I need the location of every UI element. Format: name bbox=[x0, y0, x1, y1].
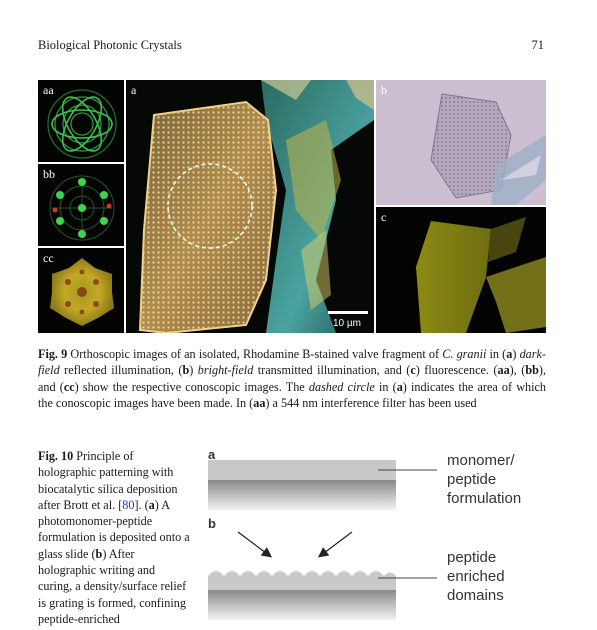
caption-text: ) A photomonomer-peptide formulation is deposited onto a glass slide ( bbox=[38, 497, 190, 561]
fluorescence-image-c bbox=[376, 207, 546, 333]
panel-label-a: a bbox=[131, 83, 137, 97]
caption-text: transmitted illumination, and ( bbox=[253, 363, 411, 378]
caption-ref-a: a bbox=[506, 347, 513, 361]
caption-text: ) bbox=[512, 347, 520, 361]
caption-text: ) indicates the area of which the conoscopic images have been made. In ( bbox=[38, 379, 547, 410]
label-line: domains bbox=[447, 587, 504, 604]
caption-brightfield: bright-field bbox=[197, 363, 254, 378]
panel-label-bb: bb bbox=[43, 167, 55, 181]
citation-link[interactable]: 80 bbox=[122, 497, 135, 512]
caption-ref-b: b bbox=[182, 363, 190, 378]
figure9-panel-bb bbox=[38, 164, 124, 246]
glass-slide-a bbox=[208, 480, 396, 510]
panel-label-aa: aa bbox=[43, 83, 54, 97]
label-peptide-domains bbox=[447, 548, 587, 605]
caption-ref-aa: aa bbox=[497, 363, 510, 378]
figure10-caption bbox=[38, 448, 190, 627]
caption-ref-a: a bbox=[148, 497, 155, 512]
relief-grating bbox=[208, 571, 396, 590]
figure9-caption bbox=[38, 346, 546, 411]
caption-text: in ( bbox=[486, 347, 507, 361]
label-monomer-formulation bbox=[447, 451, 587, 508]
caption-text: ) After holographic writing and curing, a density/surface relief is grating is formed, confining peptide-enriched bbox=[38, 546, 187, 626]
figure9-panel-a bbox=[126, 80, 374, 333]
schematic-label-a: a bbox=[208, 447, 216, 462]
caption-species: C. granii bbox=[442, 347, 487, 361]
glass-slide-b bbox=[208, 590, 396, 620]
caption-ref-aa: aa bbox=[253, 395, 266, 410]
label-line: peptide bbox=[447, 549, 497, 566]
figure9-panel-aa bbox=[38, 80, 124, 162]
panel-label-cc: cc bbox=[43, 251, 54, 265]
label-line: monomer/ bbox=[447, 452, 515, 469]
light-arrow-left bbox=[238, 532, 270, 556]
figure9-panel-c bbox=[376, 207, 546, 333]
caption-ref-a: a bbox=[396, 379, 403, 394]
fig10-label: Fig. 10 bbox=[38, 449, 74, 463]
caption-ref-b: b bbox=[95, 546, 103, 561]
caption-darkfield: dark-field bbox=[38, 347, 546, 378]
formulation-layer bbox=[208, 460, 396, 480]
panel-label-b: b bbox=[381, 83, 387, 97]
scale-bar-label: 10 µm bbox=[333, 318, 361, 329]
caption-text: reflected illumination, ( bbox=[59, 363, 183, 378]
caption-text: ), ( bbox=[509, 363, 526, 378]
darkfield-image-a bbox=[126, 80, 374, 333]
figure9-panel-b bbox=[376, 80, 546, 205]
fig9-label: Fig. 9 bbox=[38, 347, 68, 361]
caption-text: ) a 544 nm interference filter has been used bbox=[265, 395, 477, 410]
caption-ref-cc: cc bbox=[63, 379, 75, 394]
page-number: 71 bbox=[531, 38, 544, 52]
label-line: peptide bbox=[447, 471, 497, 488]
caption-text: in ( bbox=[374, 379, 397, 394]
caption-ref-bb: bb bbox=[525, 363, 539, 378]
label-line: formulation bbox=[447, 490, 522, 507]
caption-text: ) show the respective conoscopic images. The bbox=[74, 379, 309, 394]
caption-text: ) bbox=[189, 363, 198, 378]
caption-dashed-circle: dashed circle bbox=[308, 379, 375, 394]
panel-label-c: c bbox=[381, 210, 387, 224]
label-line: enriched bbox=[447, 568, 505, 585]
caption-text: ]. ( bbox=[134, 497, 149, 512]
caption-text: ) fluorescence. ( bbox=[415, 363, 498, 378]
caption-text: Orthoscopic images of an isolated, Rhodamine B-stained valve fragment of bbox=[67, 347, 443, 361]
brightfield-image-b bbox=[376, 80, 546, 205]
caption-text: Principle of holographic patterning with biocatalytic silica deposition after Brott et al. [ bbox=[38, 449, 178, 512]
figure9-panel-cc bbox=[38, 248, 124, 333]
running-head: Biological Photonic Crystals bbox=[38, 38, 182, 52]
light-arrow-right bbox=[320, 532, 352, 556]
schematic-label-b: b bbox=[208, 516, 216, 531]
caption-ref-c: c bbox=[410, 363, 416, 378]
caption-text: ), and ( bbox=[38, 363, 546, 394]
